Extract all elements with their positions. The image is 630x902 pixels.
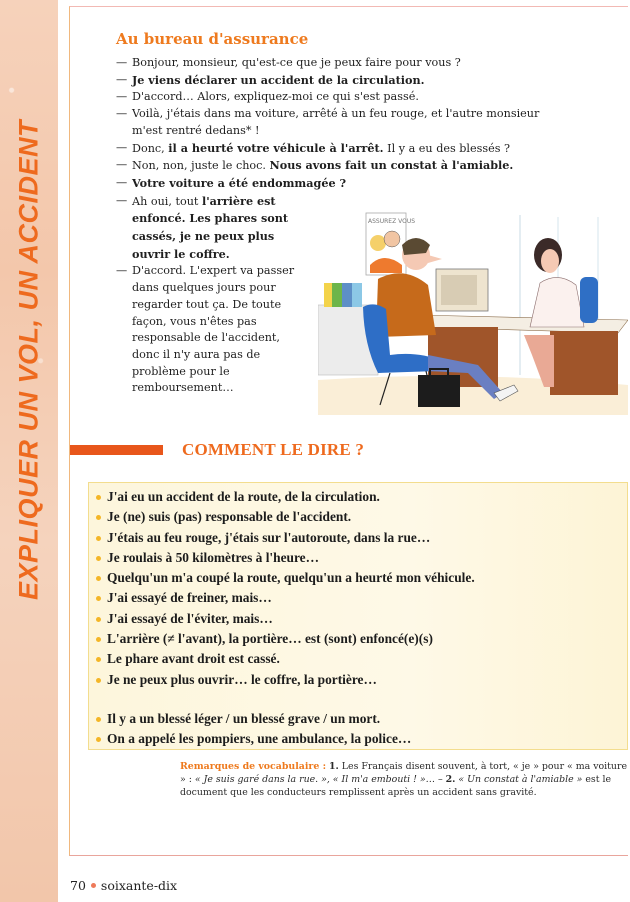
bullet-icon: [96, 515, 101, 520]
page-number: 70: [70, 878, 86, 893]
dialogue-line: [116, 157, 546, 175]
dialogue-line: [116, 263, 297, 397]
dialogue-text: Votre voiture a été endommagée ?: [132, 175, 347, 190]
dash-marker: —: [116, 175, 128, 189]
section-bar: [70, 445, 163, 455]
remark-example-2: « Un constat à l'amiable »: [455, 774, 583, 786]
remark-text-2: est le document que les conducteurs remplissent après un accident sans gravité.: [180, 774, 612, 799]
phrase-item: [96, 588, 475, 608]
bullet-icon: [96, 556, 101, 561]
dialogue-line: [116, 140, 546, 158]
dash-marker: —: [116, 264, 128, 278]
phrase-text: Le phare avant droit est cassé.: [107, 651, 280, 667]
dash-marker: —: [116, 90, 128, 104]
dialogue-text: D'accord. L'expert va passer dans quelques jours pour regarder tout ça. De toute façon, vous n'êtes pas responsable de l'accident, donc il n'y aura pas de problème pour le remboursement…: [132, 264, 295, 395]
bullet-icon: [96, 596, 101, 601]
svg-text:ASSUREZ VOUS: ASSUREZ VOUS: [368, 218, 416, 225]
dialogue-line: [116, 72, 546, 90]
dialogue-text: l'arrière est enfoncé. Les phares sont cassés, je ne peux plus ouvrir le coffre.: [132, 193, 289, 261]
phrase-text: Il y a un blessé léger / un blessé grave / un mort.: [107, 710, 381, 726]
chapter-title: EXPLIQUER UN VOL, UN ACCIDENT: [13, 119, 44, 601]
page-footer: [70, 878, 177, 893]
bullet-icon: [96, 737, 101, 742]
phrase-text: Je roulais à 50 kilomètres à l'heure…: [107, 549, 320, 565]
page-number-words: soixante-dix: [100, 878, 178, 893]
bullet-icon: [96, 617, 101, 622]
dialogue-line: [116, 175, 546, 193]
dash-marker: —: [116, 56, 128, 69]
phrase-item: [96, 629, 475, 649]
dialogue-text: Donc,: [132, 141, 169, 155]
phrase-text: Je (ne) suis (pas) responsable de l'accident.: [107, 509, 352, 525]
dialogue-text: il a heurté votre véhicule à l'arrêt.: [168, 140, 384, 155]
dialogue-line: [116, 89, 546, 106]
phrase-text: J'ai eu un accident de la route, de la circulation.: [107, 489, 380, 504]
bullet-icon: [96, 717, 101, 722]
phrase-list: [96, 487, 475, 750]
phrase-text: J'ai essayé de l'éviter, mais…: [107, 610, 273, 626]
dialogue-text: Je viens déclarer un accident de la circulation.: [132, 72, 425, 87]
phrase-item: [96, 649, 475, 669]
dialogue-text: Ah oui, tout: [132, 194, 202, 208]
dialogue-line: [116, 193, 297, 264]
dialogue-text: D'accord… Alors, expliquez-moi ce qui s'est passé.: [132, 90, 419, 104]
bullet-icon: [96, 657, 101, 662]
phrase-item: [96, 548, 475, 568]
dash-marker: —: [116, 158, 128, 172]
phrase-text: On a appelé les pompiers, une ambulance, la police…: [107, 731, 412, 747]
dash-marker: —: [116, 72, 128, 86]
remark-separator: … –: [425, 774, 446, 786]
section-title: COMMENT LE DIRE ?: [182, 440, 365, 459]
phrase-text: J'étais au feu rouge, j'étais sur l'autoroute, dans la rue…: [107, 529, 431, 545]
phrase-item: [96, 568, 475, 588]
dialogue-line: [116, 55, 546, 72]
remark-number-1: 1.: [329, 761, 339, 772]
phrase-item: [96, 507, 475, 527]
phrase-item: [96, 609, 475, 629]
remarks-label: Remarques de vocabulaire :: [180, 761, 327, 772]
dialogue-line: [116, 106, 546, 139]
dash-marker: —: [116, 107, 128, 121]
dialogue-text: Voilà, j'étais dans ma voiture, arrêté à un feu rouge, et l'autre monsieur m'est rentré dedans* !: [132, 107, 540, 137]
phrase-text: Je ne peux plus ouvrir… le coffre, la portière…: [107, 671, 377, 687]
phrase-text: L'arrière (≠ l'avant), la portière… est (sont) enfoncé(e)(s): [107, 631, 433, 647]
sidebar-band: [0, 0, 58, 902]
dash-marker: —: [116, 140, 128, 154]
phrase-item: [96, 709, 475, 729]
bullet-icon: [96, 495, 101, 500]
dialogue-text: Il y a eu des blessés ?: [383, 141, 511, 155]
bullet-icon: [96, 536, 101, 541]
phrase-text: Quelqu'un m'a coupé la route, quelqu'un a heurté mon véhicule.: [107, 570, 475, 586]
phrase-item: [96, 729, 475, 749]
phrase-item: [96, 528, 475, 548]
remark-text-1: Les Français disent souvent, à tort, « je » pour « ma voiture » :: [180, 761, 627, 786]
dialogue-text: Bonjour, monsieur, qu'est-ce que je peux faire pour vous ?: [132, 56, 461, 69]
remark-example-1: « Je suis garé dans la rue. », « Il m'a embouti ! »: [194, 774, 426, 786]
phrase-item: [96, 487, 475, 507]
phrase-text: J'ai essayé de freiner, mais…: [107, 590, 272, 606]
bullet-icon: [96, 678, 101, 683]
vocabulary-remarks: [180, 760, 628, 800]
phrase-item: [96, 670, 475, 690]
bullet-icon: [96, 637, 101, 642]
remark-number-2: 2.: [445, 774, 456, 786]
dash-marker: —: [116, 193, 128, 207]
dialogue-text: Nous avons fait un constat à l'amiable.: [269, 158, 514, 173]
dialogue-text: Non, non, juste le choc.: [132, 159, 270, 173]
office-illustration: [318, 205, 628, 415]
dialogue-title: Au bureau d'assurance: [116, 30, 309, 48]
bullet-icon: [96, 576, 101, 581]
bullet-icon: [91, 883, 96, 888]
